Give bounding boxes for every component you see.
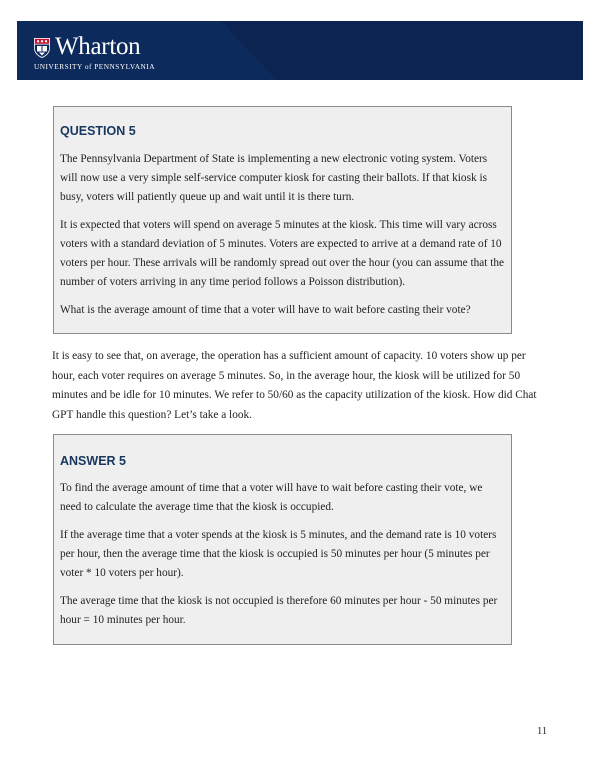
question-box [53,106,512,334]
question-paragraph: It is expected that voters will spend on average 5 minutes at the kiosk. This time will vary across voters with a standard deviation of 5 minutes. Voters are expected to arrive at a demand rate of 10 voters per hour. These arrivals will be randomly spread out over the hour (you can assume that the number of voters arriving in any time period follows a Poisson distribution). [60,219,505,288]
answer-box [53,434,512,645]
logo-wordmark: Wharton [55,33,141,60]
answer-title: ANSWER 5 [60,454,126,468]
header-banner [17,21,583,80]
page-number: 11 [537,726,548,737]
question-title: QUESTION 5 [60,124,136,138]
question-paragraph: What is the average amount of time that a voter will have to wait before casting their vote? [60,304,471,316]
wharton-logo [33,35,140,59]
answer-paragraph: If the average time that a voter spends at the kiosk is 5 minutes, and the demand rate is 10 voters per hour, then the average time that the kiosk is occupied is 50 minutes per hour (5 minutes per voter * 10 voters per hour). [60,529,497,579]
body-paragraph: It is easy to see that, on average, the operation has a sufficient amount of capacity. 10 voters show up per hour, each voter requires on average 5 minutes. So, in the average hour, the kiosk will be utilized for 50 minutes and be idle for 10 minutes. We refer to 50/60 as the capacity utilization of the kiosk. How did Chat GPT handle this question? Let’s take a look. [52,350,537,421]
answer-paragraph: The average time that the kiosk is not occupied is therefore 60 minutes per hour - 50 minutes per hour = 10 minutes per hour. [60,595,498,626]
answer-paragraph: To find the average amount of time that a voter will have to wait before casting their vote, we need to calculate the average time that the kiosk is occupied. [60,482,483,513]
question-paragraph: The Pennsylvania Department of State is implementing a new electronic voting system. Voters will now use a very simple self-service computer kiosk for casting their ballots. If that kiosk is busy, voters will patiently queue up and wait until it is there turn. [60,153,488,203]
penn-shield-icon [33,37,51,59]
header-shade [189,21,583,80]
logo-subtitle: UNIVERSITY of PENNSYLVANIA [34,62,155,71]
